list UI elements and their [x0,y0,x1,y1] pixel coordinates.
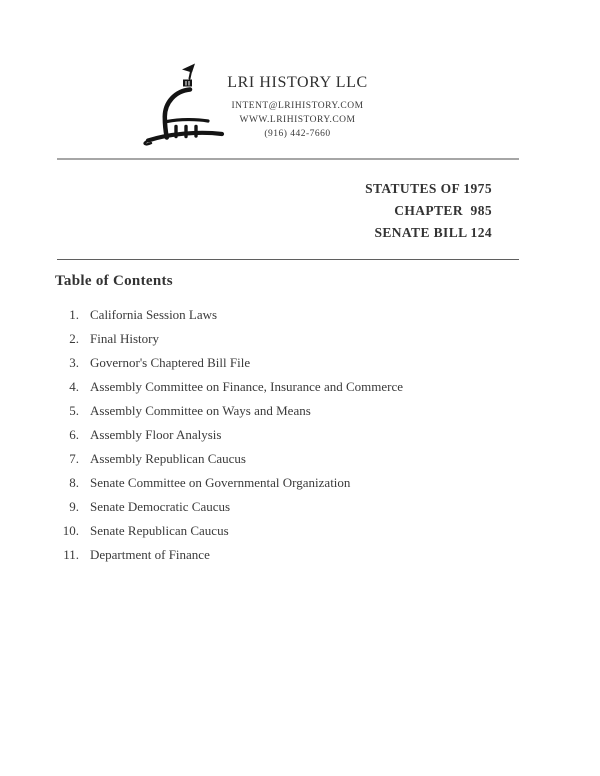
toc-item-label: Assembly Republican Caucus [90,451,246,466]
toc-item-number: 5. [69,403,79,418]
toc-item [51,399,403,423]
toc-item-label: California Session Laws [90,307,218,322]
letterhead-text [200,74,395,141]
toc-item-number: 1. [69,307,79,322]
toc-item [51,495,403,519]
toc-item-number: 9. [69,499,79,514]
toc-item [51,327,403,351]
toc-item-label: Senate Committee on Governmental Organization [90,475,351,490]
toc-item [51,375,403,399]
toc-item-number: 7. [69,451,79,466]
toc-item-number: 2. [69,331,79,346]
company-name: LRI HISTORY LLC [227,74,368,91]
toc-item-number: 6. [69,427,79,442]
company-website: WWW.LRIHISTORY.COM [239,115,356,125]
toc-item-label: Senate Democratic Caucus [90,499,231,514]
company-email: INTENT@LRIHISTORY.COM [231,101,364,111]
toc-item-label: Assembly Committee on Ways and Means [90,403,311,418]
toc-item-number: 10. [62,523,79,538]
toc-item-label: Assembly Committee on Finance, Insurance and Commerce [90,379,404,394]
toc-item [51,471,403,495]
toc-item-number: 8. [69,475,79,490]
divider-middle [57,259,519,260]
senate-bill-line: SENATE BILL 124 [374,225,492,240]
toc-item [51,351,403,375]
toc-item-number: 11. [63,547,79,562]
toc-item [51,423,403,447]
company-phone: (916) 442-7660 [264,129,331,139]
toc-item-label: Department of Finance [90,547,210,562]
toc-item-label: Final History [90,331,159,346]
divider-top [57,158,519,160]
toc-item [51,447,403,471]
toc-item [51,543,403,567]
toc-item-label: Assembly Floor Analysis [90,427,222,442]
toc-heading: Table of Contents [55,273,173,289]
toc-item-number: 3. [69,355,79,370]
statutes-line: STATUTES OF 1975 [365,181,492,196]
bill-reference [365,178,492,244]
toc-item-label: Senate Republican Caucus [90,523,229,538]
toc-item [51,303,403,327]
chapter-line: CHAPTER 985 [394,203,492,218]
toc-list [51,303,403,567]
toc-item [51,519,403,543]
toc-item-label: Governor's Chaptered Bill File [90,355,251,370]
toc-item-number: 4. [69,379,79,394]
